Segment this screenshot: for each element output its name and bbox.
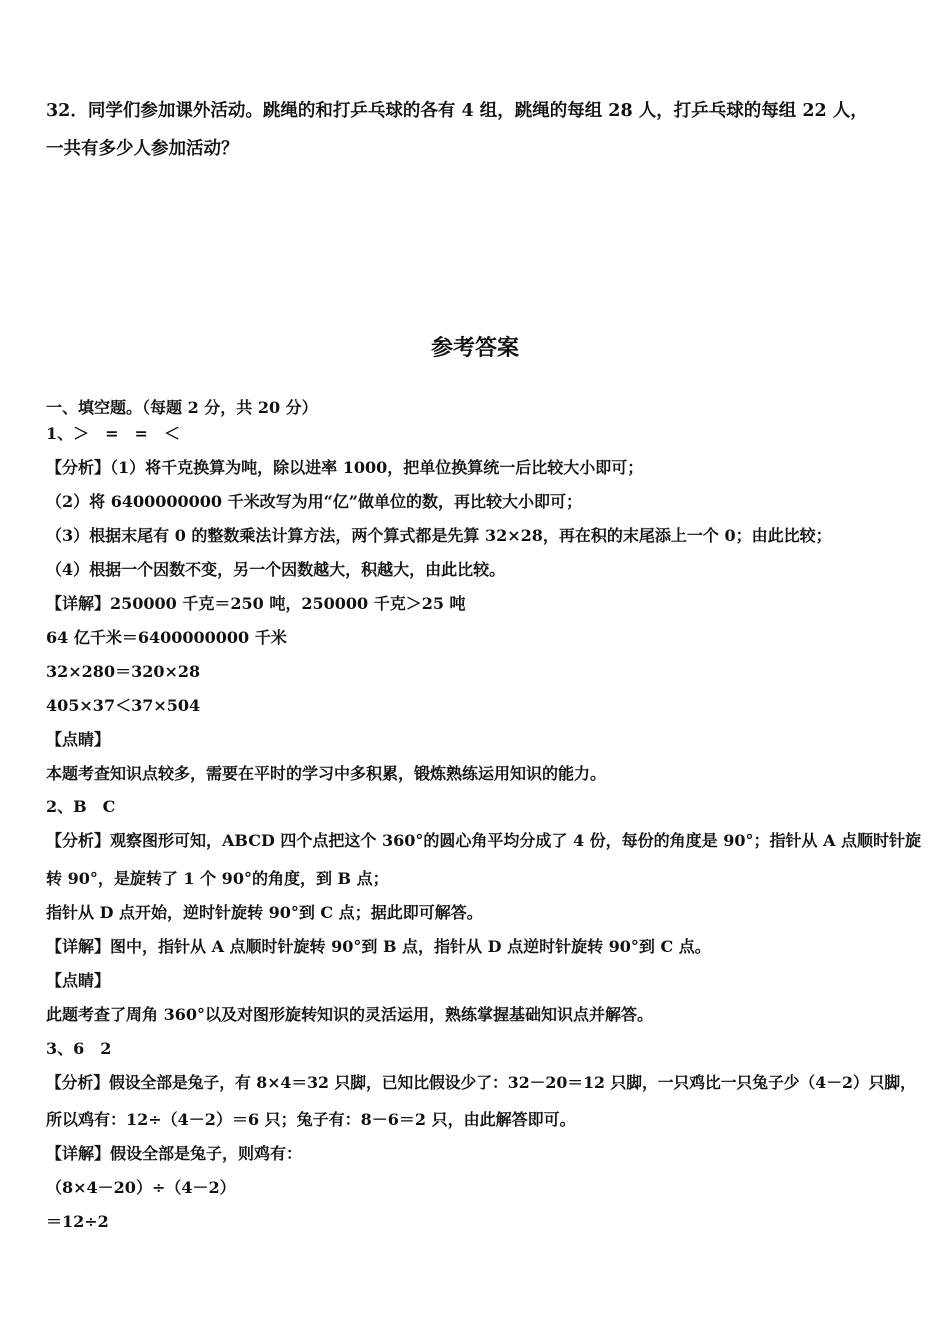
answer-1-analysis-line: （2）将 6400000000 千米改写为用“亿”做单位的数，再比较大小即可； <box>46 492 583 511</box>
answer-1-analysis-line: 【分析】（1）将千克换算为吨，除以进率 1000，把单位换算统一后比较大小即可； <box>46 458 644 477</box>
question-32-line-2: 一共有多少人参加活动？ <box>46 139 239 159</box>
answer-3-detail-line: （8×4－20）÷（4－2） <box>46 1178 236 1197</box>
answer-3-detail-line: 【详解】假设全部是兔子，则鸡有： <box>46 1144 303 1163</box>
answer-1-detail-line: 64 亿千米＝6400000000 千米 <box>46 628 287 647</box>
answer-1-analysis-line: （3）根据末尾有 0 的整数乘法计算方法，两个算式都是先算 32×28，再在积的末尾添上一个 0；由此比较； <box>46 526 832 545</box>
answer-1-detail-line: 【详解】250000 千克＝250 吨，250000 千克＞25 吨 <box>46 594 466 613</box>
section-heading: 一、填空题。（每题 2 分，共 20 分） <box>46 398 318 417</box>
answer-1-detail-line: 32×280＝320×28 <box>46 662 201 681</box>
answer-2-analysis-line: 指针从 D 点开始，逆时针旋转 90°到 C 点；据此即可解答。 <box>46 903 483 922</box>
answer-2-analysis-line: 转 90°，是旋转了 1 个 90°的角度，到 B 点； <box>46 869 389 888</box>
answer-1-analysis-line: （4）根据一个因数不变，另一个因数越大，积越大，由此比较。 <box>46 560 506 579</box>
answer-key-title: 参考答案 <box>430 335 519 361</box>
answer-2-analysis-line: 【分析】观察图形可知，ABCD 四个点把这个 360°的圆心角平均分成了 4 份，每份的角度是 90°；指针从 A 点顺时针旋 <box>46 831 922 850</box>
answer-2: 2、B C <box>46 797 116 816</box>
answer-3-detail-line: ＝12÷2 <box>46 1212 109 1231</box>
answer-2-comment-label: 【点睛】 <box>46 971 111 990</box>
answer-1-comment: 本题考查知识点较多，需要在平时的学习中多积累，锻炼熟练运用知识的能力。 <box>46 764 607 783</box>
answer-3: 3、6 2 <box>46 1039 112 1058</box>
answer-3-analysis-line: 所以鸡有：12÷（4－2）＝6 只；兔子有：8－6＝2 只，由此解答即可。 <box>46 1110 576 1129</box>
answer-2-detail: 【详解】图中，指针从 A 点顺时针旋转 90°到 B 点，指针从 D 点逆时针旋转 90°到 C 点。 <box>46 937 711 956</box>
answer-1-comment-label: 【点睛】 <box>46 730 111 749</box>
answer-1-detail-line: 405×37＜37×504 <box>46 696 201 715</box>
answer-1: 1、＞ = = ＜ <box>46 424 180 443</box>
answer-2-comment: 此题考查了周角 360°以及对图形旋转知识的灵活运用，熟练掌握基础知识点并解答。 <box>46 1005 653 1024</box>
answer-3-analysis-line: 【分析】假设全部是兔子，有 8×4＝32 只脚，已知比假设少了：32－20＝12 只脚，一只鸡比一只兔子少（4－2）只脚， <box>46 1073 916 1092</box>
question-32-line-1: 32．同学们参加课外活动。跳绳的和打乒乓球的各有 4 组，跳绳的每组 28 人，打乒乓球的每组 22 人， <box>46 101 868 121</box>
